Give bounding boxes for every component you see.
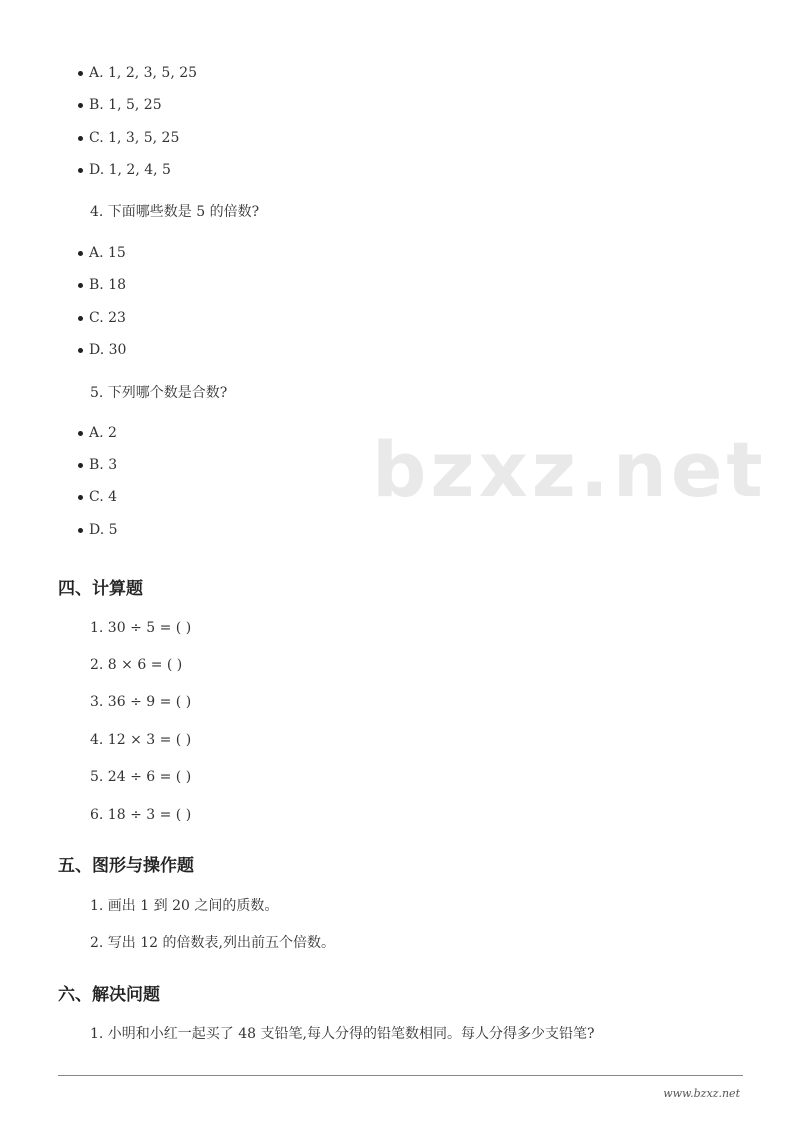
option	[78, 341, 126, 359]
option-text: A. 2	[89, 425, 117, 441]
option	[78, 244, 126, 262]
option	[78, 309, 126, 327]
option-text: A. 15	[89, 245, 126, 261]
option-text: B. 3	[89, 457, 118, 473]
option-text: C. 23	[89, 310, 126, 326]
bullet-icon	[78, 103, 83, 108]
section-heading: 四、计算题	[58, 579, 143, 599]
task-item: 1. 画出 1 到 20 之间的质数。	[90, 898, 279, 914]
option-text: C. 4	[89, 489, 118, 505]
option-text: C. 1, 3, 5, 25	[89, 130, 180, 146]
calc-item: 3. 36 ÷ 9 = ( )	[90, 694, 192, 710]
option-text: B. 18	[89, 277, 127, 293]
bullet-icon	[78, 251, 83, 256]
option-text: D. 1, 2, 4, 5	[89, 162, 171, 178]
bullet-icon	[78, 136, 83, 141]
option-text: A. 1, 2, 3, 5, 25	[89, 65, 198, 81]
bullet-icon	[78, 71, 83, 76]
bullet-icon	[78, 316, 83, 321]
option	[78, 276, 126, 294]
option	[78, 161, 171, 179]
question-5: 5. 下列哪个数是合数?	[90, 385, 228, 401]
footer-url: www.bzxz.net	[663, 1087, 740, 1100]
option-text: D. 5	[89, 522, 118, 538]
calc-item: 4. 12 × 3 = ( )	[90, 732, 192, 748]
option-text: B. 1, 5, 25	[89, 97, 162, 113]
bullet-icon	[78, 431, 83, 436]
option	[78, 96, 162, 114]
calc-item: 2. 8 × 6 = ( )	[90, 657, 183, 673]
calc-item: 1. 30 ÷ 5 = ( )	[90, 620, 192, 636]
question-4: 4. 下面哪些数是 5 的倍数?	[90, 204, 260, 220]
option	[78, 129, 179, 147]
problem-item: 1. 小明和小红一起买了 48 支铅笔,每人分得的铅笔数相同。每人分得多少支铅笔?	[90, 1026, 595, 1042]
section-heading: 六、解决问题	[58, 985, 160, 1005]
task-item: 2. 写出 12 的倍数表,列出前五个倍数。	[90, 935, 335, 951]
option-text: D. 30	[89, 342, 127, 358]
bullet-icon	[78, 528, 83, 533]
calc-item: 5. 24 ÷ 6 = ( )	[90, 769, 192, 785]
option	[78, 424, 117, 442]
footer-divider	[58, 1075, 743, 1076]
calc-item: 6. 18 ÷ 3 = ( )	[90, 807, 192, 823]
section-heading: 五、图形与操作题	[58, 856, 194, 876]
watermark: bzxz.net	[372, 425, 767, 514]
option	[78, 456, 117, 474]
bullet-icon	[78, 463, 83, 468]
option	[78, 521, 118, 539]
option	[78, 488, 117, 506]
bullet-icon	[78, 168, 83, 173]
bullet-icon	[78, 348, 83, 353]
option	[78, 64, 197, 82]
bullet-icon	[78, 283, 83, 288]
bullet-icon	[78, 495, 83, 500]
